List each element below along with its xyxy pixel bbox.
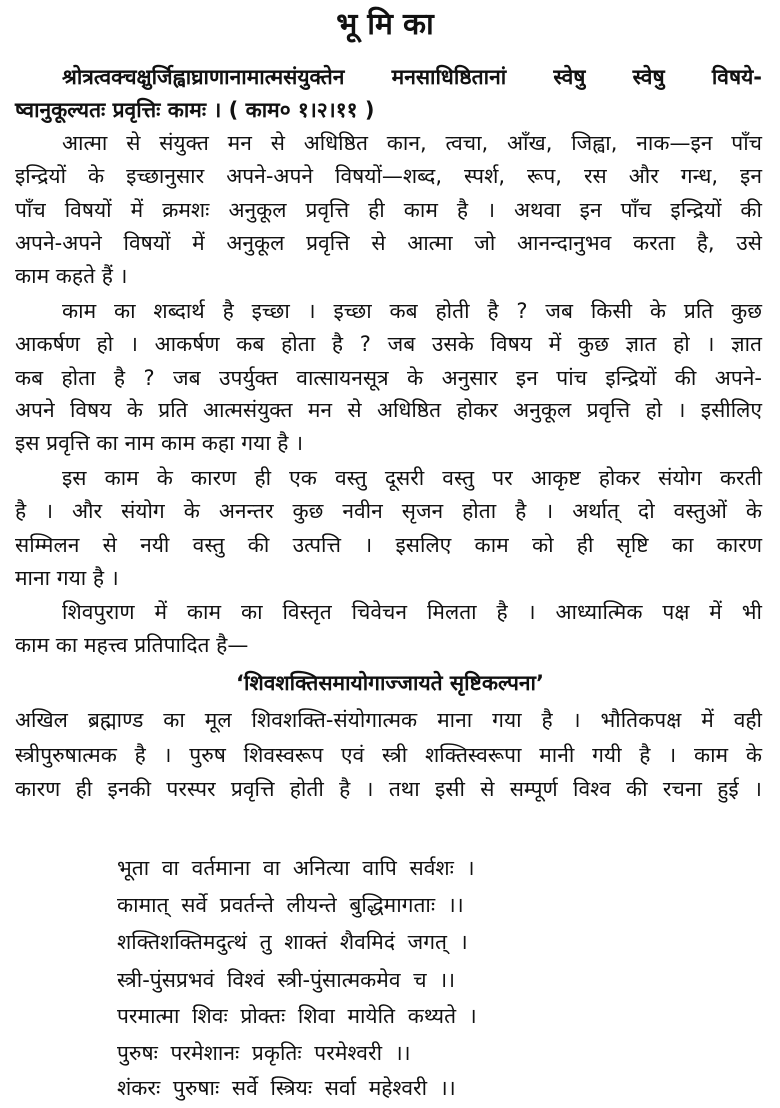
text-line: अखिल ब्रह्माण्ड का मूल शिवशक्ति-संयोगात्मक माना गया है । भौतिकपक्ष में वही: [15, 708, 762, 732]
verse-line: भूता वा वर्तमाना वा अनित्या वापि सर्वशः ।: [117, 856, 475, 880]
text-line: अपने विषय के प्रति आत्मसंयुक्त मन से अधिष्ठित होकर अनुकूल प्रवृत्ति हो । इसीलिए: [15, 398, 762, 422]
text-line: अपने-अपने विषयों में अनुकूल प्रवृत्ति से आत्मा जो आनन्दानुभव करता है, उसे: [15, 231, 762, 255]
text-line: कब होता है ? जब उपर्युक्त वात्सायनसूत्र के अनुसार इन पांच इन्द्रियों की अपने-: [15, 366, 762, 390]
text-line: आत्मा से संयुक्त मन से अधिष्ठित कान, त्वचा, आँख, जिह्वा, नाक—इन पाँच: [62, 131, 762, 155]
verse-line: परमात्मा शिवः प्रोक्तः शिवा मायेति कथ्यते ।: [117, 1004, 477, 1028]
page-title: भूमिका: [336, 7, 444, 42]
verse-line: शंकरः पुरुषाः सर्वे स्त्रियः सर्वा महेश्वरी ।।: [117, 1076, 456, 1100]
text-line: इन्द्रियों के इच्छानुसार अपने-अपने विषयों—शब्द, स्पर्श, रूप, रस और गन्ध, इन: [15, 164, 762, 188]
text-line: शिवपुराण में काम का विस्तृत चिवेचन मिलता है । आध्यात्मिक पक्ष में भी: [62, 600, 762, 624]
text-line: इस काम के कारण ही एक वस्तु दूसरी वस्तु पर आकृष्ट होकर संयोग करती: [62, 466, 762, 490]
text-line: माना गया है ।: [15, 566, 119, 590]
verse-line: शक्तिशक्तिमदुत्थं तु शाक्तं शैवमिदं जगत् ।: [117, 930, 468, 954]
text-line: स्त्रीपुरुषात्मक है । पुरुष शिवस्वरूप एवं स्त्री शक्तिस्वरूपा मानी गयी है । काम के: [15, 743, 762, 767]
quote-line: ‘शिवशक्तिसमायोगाज्जायते सृष्टिकल्पना’: [236, 671, 544, 695]
text-line: काम का शब्दार्थ है इच्छा । इच्छा कब होती है ? जब किसी के प्रति कुछ: [62, 299, 762, 323]
text-line: काम कहते हैं ।: [15, 264, 128, 288]
text-line: है । और संयोग के अनन्तर कुछ नवीन सृजन होता है । अर्थात् दो वस्तुओं के: [15, 499, 762, 523]
text-line: श्रोत्रत्वक्चक्षुर्जिह्वाघ्राणानामात्मसंयुक्तेन मनसाधिष्ठितानां स्वेषु स्वेषु विषये-: [62, 65, 762, 89]
verse-line: पुरुषः परमेशानः प्रकृतिः परमेश्वरी ।।: [117, 1041, 411, 1065]
text-line: सम्मिलन से नयी वस्तु की उत्पत्ति । इसलिए काम को ही सृष्टि का कारण: [15, 533, 762, 557]
verse-line: स्त्री-पुंसप्रभवं विश्वं स्त्री-पुंसात्मकमेव च ।।: [117, 968, 456, 992]
text-line: इस प्रवृत्ति का नाम काम कहा गया है ।: [15, 431, 304, 455]
text-line: कारण ही इनकी परस्पर प्रवृत्ति होती है । तथा इसी से सम्पूर्ण विश्व की रचना हुई ।: [15, 777, 762, 801]
text-line: पाँच विषयों में क्रमशः अनुकूल प्रवृत्ति ही काम है । अथवा इन पाँच इन्द्रियों की: [15, 198, 762, 222]
verse-line: कामात् सर्वे प्रवर्तन्ते लीयन्ते बुद्धिमागताः ।।: [117, 893, 464, 917]
text-line: काम का महत्त्व प्रतिपादित है—: [15, 633, 249, 657]
text-line: आकर्षण हो । आकर्षण कब होता है ? जब उसके विषय में कुछ ज्ञात हो । ज्ञात: [15, 332, 762, 356]
text-line: ष्वानुकूल्यतः प्रवृत्तिः कामः । ( काम० १।२।११ ): [15, 98, 375, 122]
